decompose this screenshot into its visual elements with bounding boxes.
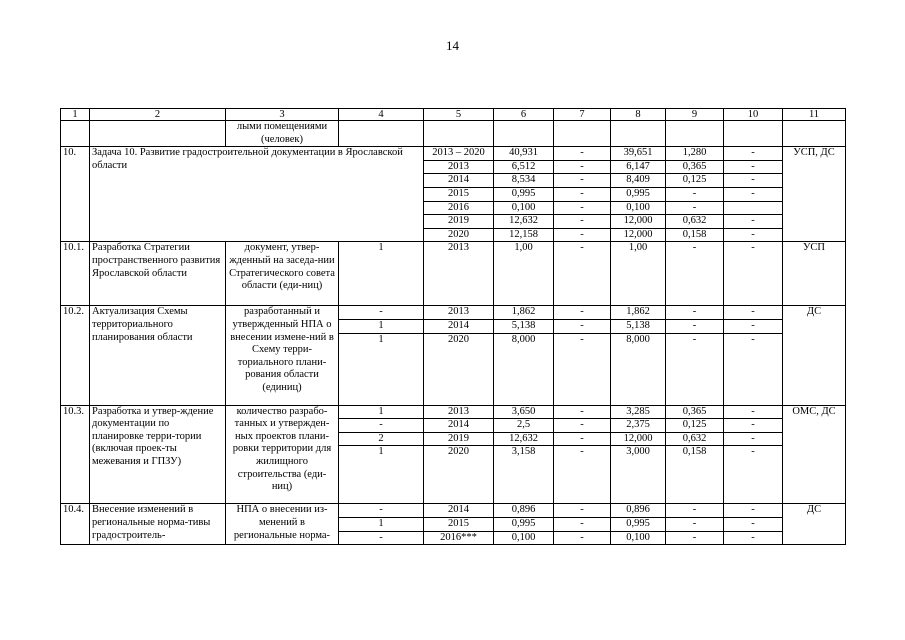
year-cell: 2015 <box>424 517 494 531</box>
col8-cell: 3,000 <box>611 446 666 504</box>
continuation-row <box>61 121 846 147</box>
col10-cell: - <box>724 446 783 504</box>
col8-cell: 39,651 <box>611 147 666 161</box>
year-cell: 2013 – 2020 <box>424 147 494 161</box>
total-cell: 40,931 <box>494 147 554 161</box>
header-cell: 3 <box>226 109 339 121</box>
year-cell: 2013 <box>424 405 494 419</box>
year-cell: 2016*** <box>424 531 494 545</box>
col8-cell: 12,000 <box>611 228 666 242</box>
col10-cell: - <box>724 531 783 545</box>
total-cell: 0,995 <box>494 187 554 201</box>
total-cell: 0,100 <box>494 531 554 545</box>
col9-cell: 1,280 <box>666 147 724 161</box>
col9-cell: 0,125 <box>666 174 724 188</box>
target-value-cell: 1 <box>339 319 424 333</box>
col9-cell: 0,158 <box>666 228 724 242</box>
target-value-cell: - <box>339 531 424 545</box>
target-value-cell: - <box>339 306 424 320</box>
executor-cell: ДС <box>783 306 846 405</box>
year-cell: 2013 <box>424 306 494 320</box>
col10-cell: - <box>724 432 783 446</box>
total-cell: 1,00 <box>494 242 554 306</box>
total-cell: 1,862 <box>494 306 554 320</box>
cell <box>90 121 226 147</box>
cell <box>339 121 424 147</box>
header-cell: 5 <box>424 109 494 121</box>
col9-cell: - <box>666 517 724 531</box>
col8-cell: 1,862 <box>611 306 666 320</box>
col8-cell: 8,000 <box>611 333 666 405</box>
year-cell: 2015 <box>424 187 494 201</box>
page-number: 14 <box>446 38 459 53</box>
table-body <box>61 109 846 545</box>
activity-row <box>61 306 846 320</box>
total-cell: 6,512 <box>494 160 554 174</box>
year-cell: 2019 <box>424 215 494 229</box>
col8-cell: 2,375 <box>611 419 666 433</box>
indicator-cell: разработанный и утвержденный НПА о внесении измене-ний в Схему терри-ториального плани-рования области (единиц) <box>226 306 339 405</box>
col10-cell: - <box>724 504 783 518</box>
number-cell: 10.2. <box>61 306 90 405</box>
total-cell: 12,158 <box>494 228 554 242</box>
col7-cell: - <box>554 419 611 433</box>
target-value-cell: 1 <box>339 242 424 306</box>
col10-cell: - <box>724 147 783 161</box>
year-cell: 2013 <box>424 242 494 306</box>
cell <box>554 121 611 147</box>
header-cell: 11 <box>783 109 846 121</box>
col9-cell: 0,365 <box>666 405 724 419</box>
activity-row <box>61 504 846 518</box>
cell <box>666 121 724 147</box>
col7-cell: - <box>554 531 611 545</box>
executor-cell: ОМС, ДС <box>783 405 846 504</box>
number-cell: 10.4. <box>61 504 90 545</box>
indicator-cell: лыми помещениями (человек) <box>226 121 339 147</box>
number-cell: 10. <box>61 147 90 242</box>
header-cell: 7 <box>554 109 611 121</box>
col10-cell: - <box>724 405 783 419</box>
year-cell: 2014 <box>424 504 494 518</box>
total-cell: 3,650 <box>494 405 554 419</box>
col8-cell: 0,995 <box>611 187 666 201</box>
target-value-cell: - <box>339 419 424 433</box>
total-cell: 0,995 <box>494 517 554 531</box>
header-row <box>61 109 846 121</box>
col7-cell: - <box>554 405 611 419</box>
cell <box>424 121 494 147</box>
col8-cell: 12,000 <box>611 432 666 446</box>
col8-cell: 8,409 <box>611 174 666 188</box>
col10-cell: - <box>724 319 783 333</box>
header-cell: 1 <box>61 109 90 121</box>
header-cell: 9 <box>666 109 724 121</box>
col8-cell: 0,100 <box>611 531 666 545</box>
header-cell: 2 <box>90 109 226 121</box>
col7-cell: - <box>554 333 611 405</box>
year-cell: 2016 <box>424 201 494 215</box>
cell <box>611 121 666 147</box>
target-value-cell: 1 <box>339 517 424 531</box>
col10-cell: - <box>724 174 783 188</box>
col9-cell: - <box>666 504 724 518</box>
activity-name: Внесение изменений в региональные норма-тивы градостроитель- <box>90 504 226 545</box>
header-cell: 10 <box>724 109 783 121</box>
total-cell: 5,138 <box>494 319 554 333</box>
year-cell: 2014 <box>424 174 494 188</box>
cell <box>724 121 783 147</box>
header-cell: 8 <box>611 109 666 121</box>
col9-cell: - <box>666 531 724 545</box>
col10-cell: - <box>724 160 783 174</box>
year-cell: 2020 <box>424 228 494 242</box>
col10-cell: - <box>724 306 783 320</box>
col10-cell <box>724 201 783 215</box>
executor-cell: УСП <box>783 242 846 306</box>
col7-cell: - <box>554 504 611 518</box>
col9-cell: 0,365 <box>666 160 724 174</box>
col7-cell: - <box>554 201 611 215</box>
col8-cell: 0,896 <box>611 504 666 518</box>
cell <box>61 121 90 147</box>
target-value-cell: 2 <box>339 432 424 446</box>
total-cell: 0,100 <box>494 201 554 215</box>
col9-cell: - <box>666 242 724 306</box>
activity-name: Разработка и утвер-ждение документации по планировке терри-тории (включая проек-ты межевания и ГПЗУ) <box>90 405 226 504</box>
col9-cell: 0,125 <box>666 419 724 433</box>
indicator-cell: документ, утвер-жденный на заседа-нии Стратегического совета области (еди-ниц) <box>226 242 339 306</box>
task-row <box>61 147 846 161</box>
total-cell: 3,158 <box>494 446 554 504</box>
cell <box>783 121 846 147</box>
col8-cell: 5,138 <box>611 319 666 333</box>
cell <box>494 121 554 147</box>
col9-cell: 0,158 <box>666 446 724 504</box>
year-cell: 2019 <box>424 432 494 446</box>
col7-cell: - <box>554 147 611 161</box>
activity-name: Разработка Стратегии пространственного развития Ярославской области <box>90 242 226 306</box>
target-value-cell: - <box>339 504 424 518</box>
col9-cell: - <box>666 306 724 320</box>
number-cell: 10.1. <box>61 242 90 306</box>
col8-cell: 6,147 <box>611 160 666 174</box>
year-cell: 2020 <box>424 333 494 405</box>
activity-row <box>61 242 846 306</box>
target-value-cell: 1 <box>339 446 424 504</box>
col7-cell: - <box>554 446 611 504</box>
col7-cell: - <box>554 174 611 188</box>
col9-cell: 0,632 <box>666 215 724 229</box>
col10-cell: - <box>724 228 783 242</box>
col7-cell: - <box>554 187 611 201</box>
col10-cell: - <box>724 419 783 433</box>
target-value-cell: 1 <box>339 405 424 419</box>
col7-cell: - <box>554 517 611 531</box>
program-table <box>60 108 846 545</box>
col7-cell: - <box>554 242 611 306</box>
col8-cell: 0,100 <box>611 201 666 215</box>
activity-row <box>61 405 846 419</box>
number-cell: 10.3. <box>61 405 90 504</box>
col8-cell: 12,000 <box>611 215 666 229</box>
col10-cell: - <box>724 187 783 201</box>
col9-cell: - <box>666 333 724 405</box>
header-cell: 4 <box>339 109 424 121</box>
col8-cell: 0,995 <box>611 517 666 531</box>
indicator-cell: количество разрабо-танных и утвержден-ных проектов плани-ровки территории для жилищного строительства (еди-ниц) <box>226 405 339 504</box>
indicator-cell: НПА о внесении из-менений в региональные норма- <box>226 504 339 545</box>
target-value-cell: 1 <box>339 333 424 405</box>
col9-cell: - <box>666 187 724 201</box>
col10-cell: - <box>724 215 783 229</box>
total-cell: 12,632 <box>494 432 554 446</box>
col10-cell: - <box>724 517 783 531</box>
col9-cell: - <box>666 201 724 215</box>
col8-cell: 1,00 <box>611 242 666 306</box>
col7-cell: - <box>554 228 611 242</box>
year-cell: 2020 <box>424 446 494 504</box>
col8-cell: 3,285 <box>611 405 666 419</box>
total-cell: 0,896 <box>494 504 554 518</box>
total-cell: 8,534 <box>494 174 554 188</box>
total-cell: 12,632 <box>494 215 554 229</box>
col9-cell: 0,632 <box>666 432 724 446</box>
col10-cell: - <box>724 333 783 405</box>
header-cell: 6 <box>494 109 554 121</box>
executor-cell: ДС <box>783 504 846 545</box>
col10-cell: - <box>724 242 783 306</box>
executor-cell: УСП, ДС <box>783 147 846 242</box>
col9-cell: - <box>666 319 724 333</box>
activity-name: Актуализация Схемы территориального планирования области <box>90 306 226 405</box>
year-cell: 2014 <box>424 419 494 433</box>
year-cell: 2014 <box>424 319 494 333</box>
col7-cell: - <box>554 215 611 229</box>
task-title: Задача 10. Развитие градостроительной документации в Ярославской области <box>90 147 424 242</box>
total-cell: 8,000 <box>494 333 554 405</box>
col7-cell: - <box>554 319 611 333</box>
year-cell: 2013 <box>424 160 494 174</box>
col7-cell: - <box>554 160 611 174</box>
total-cell: 2,5 <box>494 419 554 433</box>
col7-cell: - <box>554 432 611 446</box>
col7-cell: - <box>554 306 611 320</box>
